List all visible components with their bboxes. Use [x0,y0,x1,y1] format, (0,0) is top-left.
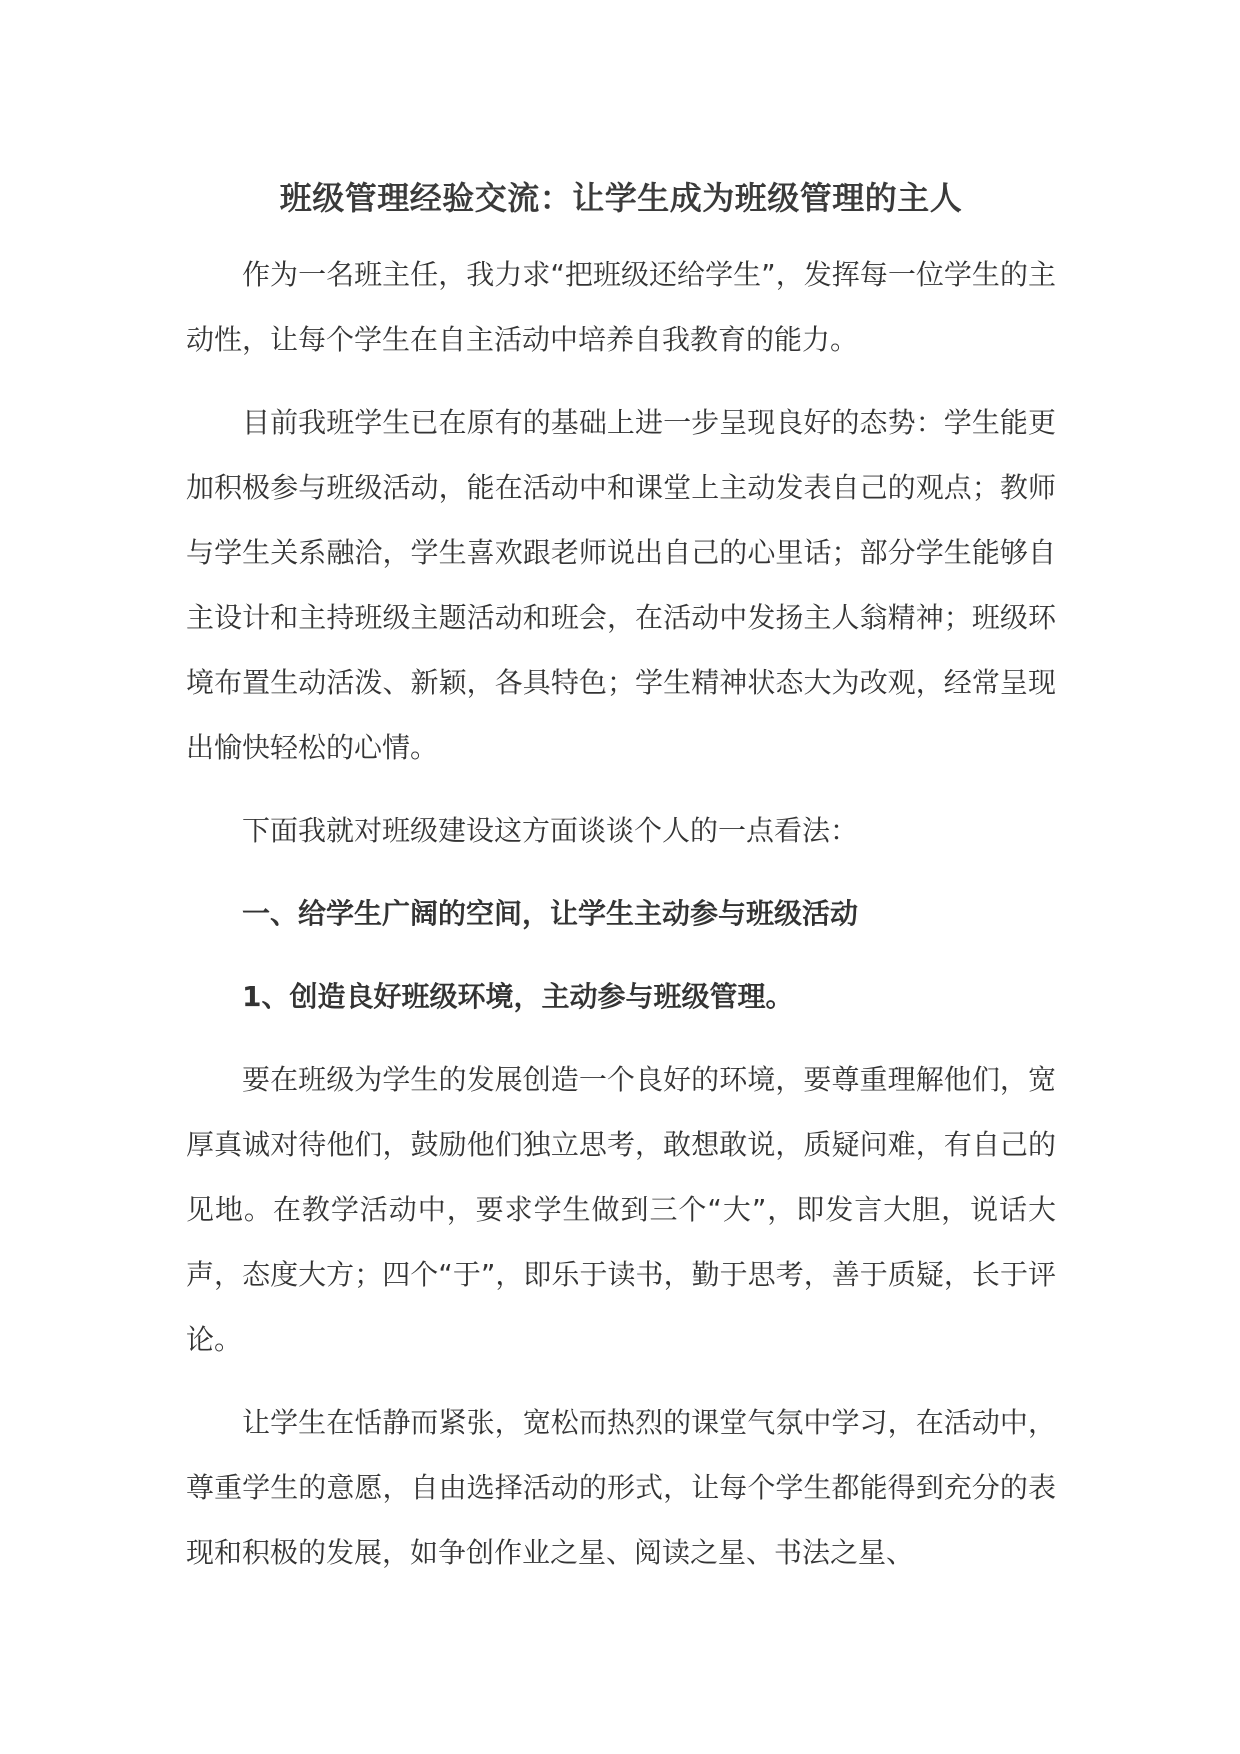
paragraph-environment: 要在班级为学生的发展创造一个良好的环境，要尊重理解他们，宽厚真诚对待他们，鼓励他们独立思考，敢想敢说，质疑问难，有自己的见地。在教学活动中，要求学生做到三个“大”，即发言大胆，说话大声，态度大方；四个“于”，即乐于读书，勤于思考，善于质疑，长于评论。 [186,1063,1056,1356]
paragraph-lead-in: 下面我就对班级建设这方面谈谈个人的一点看法： [242,814,859,847]
paragraph-intro: 作为一名班主任，我力求“把班级还给学生”，发挥每一位学生的主动性，让每个学生在自主活动中培养自我教育的能力。 [186,258,1056,356]
document-title: 班级管理经验交流：让学生成为班级管理的主人 [279,179,963,217]
paragraph-status: 目前我班学生已在原有的基础上进一步呈现良好的态势：学生能更加积极参与班级活动，能在活动中和课堂上主动发表自己的观点；教师与学生关系融洽，学生喜欢跟老师说出自己的心里话；部分学生能够自主设计和主持班级主题活动和班会，在活动中发扬主人翁精神；班级环境布置生动活泼、新颖，各具特色；学生精神状态大为改观，经常呈现出愉快轻松的心情。 [186,406,1056,764]
section-heading-1: 一、给学生广阔的空间，让学生主动参与班级活动 [242,897,859,930]
subsection-heading-1-1: 1、创造良好班级环境，主动参与班级管理。 [242,980,794,1013]
document-page [186,170,1056,1585]
paragraph-classroom: 让学生在恬静而紧张，宽松而热烈的课堂气氛中学习，在活动中，尊重学生的意愿，自由选择活动的形式，让每个学生都能得到充分的表现和积极的发展，如争创作业之星、阅读之星、书法之星、 [186,1406,1056,1569]
